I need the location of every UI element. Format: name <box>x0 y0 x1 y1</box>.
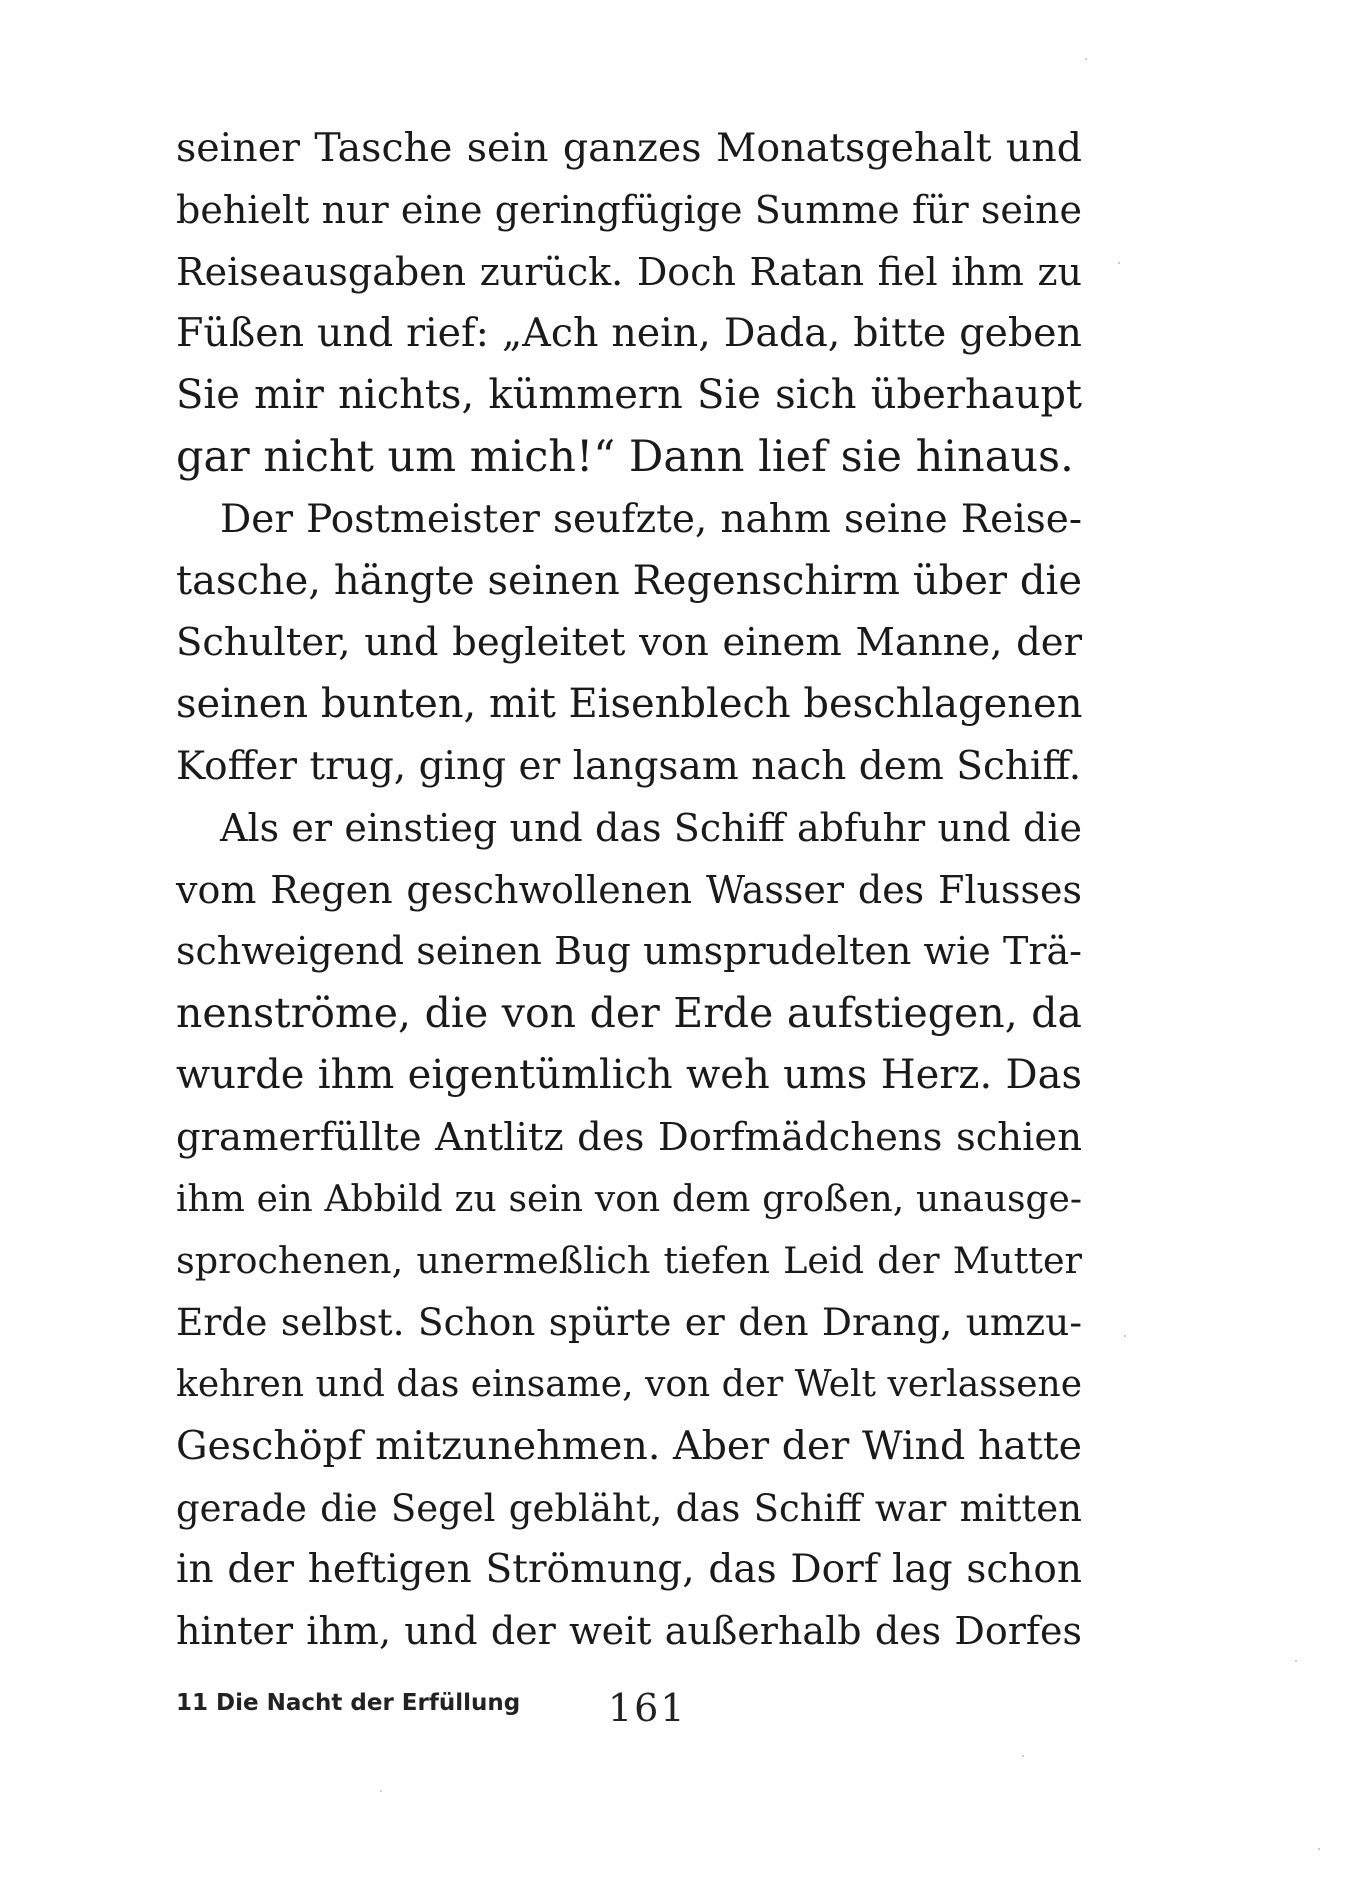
paper-speck <box>380 1790 382 1792</box>
text-line: Der Postmeister seufzte, nahm seine Reise- <box>220 496 1082 542</box>
text-line: schweigend seinen Bug umsprudelten wie Trä- <box>176 929 1082 974</box>
body-text <box>176 118 1082 1663</box>
text-line: sprochenen, unermeßlich tiefen Leid der Mutter <box>176 1239 1082 1283</box>
text-line: Sie mir nichts, kümmern Sie sich überhaupt <box>176 372 1082 419</box>
paper-speck <box>1022 1755 1024 1757</box>
printer-signature: 11 Die Nacht der Erfüllung <box>176 1690 521 1716</box>
text-line: wurde ihm eigentümlich weh ums Herz. Das <box>176 1051 1082 1098</box>
text-line: vom Regen geschwollenen Wasser des Flusses <box>176 867 1082 912</box>
text-line: nenströme, die von der Erde aufstiegen, da <box>176 989 1082 1038</box>
paper-speck <box>1318 1848 1320 1850</box>
paper-speck <box>1124 1335 1126 1337</box>
text-line: Erde selbst. Schon spürte er den Drang, umzu- <box>176 1300 1082 1345</box>
paper-speck <box>1118 262 1120 264</box>
text-line: hinter ihm, und der weit außerhalb des Dorfes <box>176 1609 1082 1654</box>
text-line: in der heftigen Strömung, das Dorf lag schon <box>176 1547 1082 1593</box>
text-line: gar nicht um mich!“ Dann lief sie hinaus. <box>176 431 1074 482</box>
paper-speck <box>1295 1660 1297 1662</box>
text-line: behielt nur eine geringfügige Summe für seine <box>176 187 1082 232</box>
text-line: tasche, hängte seinen Regenschirm über die <box>176 557 1082 604</box>
text-line: Reiseausgaben zurück. Doch Ratan fiel ihm zu <box>176 249 1082 294</box>
text-line: Als er einstieg und das Schiff abfuhr und die <box>220 805 1082 850</box>
text-line: ihm ein Abbild zu sein von dem großen, unausge- <box>176 1178 1082 1220</box>
text-line: Geschöpf mitzunehmen. Aber der Wind hatte <box>176 1422 1082 1469</box>
text-line: Koffer trug, ging er langsam nach dem Schiff. <box>176 743 1082 789</box>
text-line: gerade die Segel gebläht, das Schiff war mitten <box>176 1486 1082 1530</box>
page-number: 161 <box>608 1686 687 1730</box>
text-line: seinen bunten, mit Eisenblech beschlagenen <box>176 681 1083 728</box>
text-line: kehren und das einsame, von der Welt verlassene <box>176 1363 1083 1405</box>
text-line: Füßen und rief: „Ach nein, Dada, bitte geben <box>176 310 1082 357</box>
page-footer <box>176 1682 1082 1742</box>
paper-speck <box>1085 58 1087 60</box>
text-line: seiner Tasche sein ganzes Monatsgehalt und <box>176 125 1082 171</box>
text-line: gramerfüllte Antlitz des Dorfmädchens schien <box>176 1114 1082 1160</box>
text-line: Schulter, und begleitet von einem Manne, der <box>176 620 1082 666</box>
